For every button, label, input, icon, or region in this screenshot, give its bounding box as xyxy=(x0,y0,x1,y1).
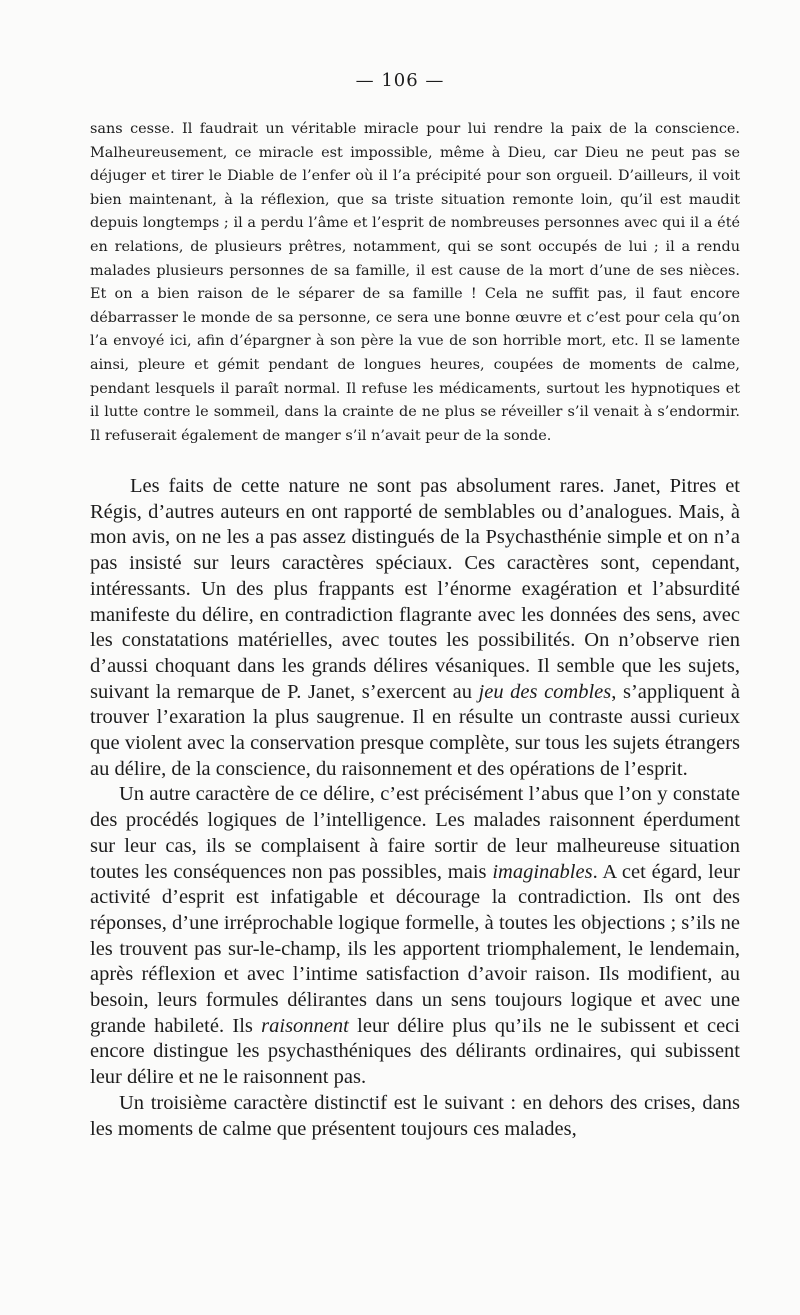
page-number: — 106 — xyxy=(355,70,445,91)
paragraph-1-italic: jeu des combles xyxy=(478,680,612,703)
paragraph-2-text-b: . A cet égard, leur activité d’esprit est infatigable et décourage la contradiction. Ils ont des réponses, d’une irréprochable logique formelle, à toutes les objections ; s’ils ne les trouvent pas sur-le-champ, ils les apportent triomphalement, le lendemain, après réflexion et avec l’intime satisfaction d’avoir raison. Ils modifient, au besoin, leurs formules délirantes dans un sens toujours logique et avec une grande habileté. Ils xyxy=(90,860,740,1037)
paragraph-3: Un troisième caractère distinctif est le suivant : en dehors des crises, dans les moments de calme que présentent toujours ces malades, xyxy=(90,1091,740,1140)
paragraph-2 xyxy=(90,782,740,1090)
case-quote-paragraph: sans cesse. Il faudrait un véritable miracle pour lui rendre la paix de la conscience. Malheureusement, ce miracle est impossible, même à Dieu, car Dieu ne peut pas se déjuger et tirer le Diable de l’enfer où il l’a précipité pour son orgueil. D’ailleurs, il voit bien maintenant, à la réflexion, que sa triste situation remonte loin, qu’il est maudit depuis longtemps ; il a perdu l’âme et l’esprit de nombreuses personnes avec qui il a été en relations, de plusieurs prêtres, notamment, qui se sont occupés de lui ; il a rendu malades plusieurs personnes de sa famille, il est cause de la mort d’une de ses nièces. Et on a bien raison de le séparer de sa famille ! Cela ne suffit pas, il faut encore débarrasser le monde de sa personne, ce sera une bonne œuvre et c’est pour cela qu’on l’a envoyé ici, afin d’épargner à son père la vue de son horrible mort, etc. Il se lamente ainsi, pleure et gémit pendant de longues heures, coupées de moments de calme, pendant lesquels il paraît normal. Il refuse les médicaments, surtout les hypnotiques et il lutte contre le sommeil, dans la crainte de ne plus se réveiller s’il venait à s’endormir. Il refuserait également de manger s’il n’avait peur de la sonde. xyxy=(90,121,740,444)
paragraph-2-text-c: leur délire plus qu’ils ne le subissent et ceci encore distingue les psychasthéniques des délirants ordinaires, qui subissent leur délire et ne le raisonnent pas. xyxy=(90,1014,740,1089)
paragraph-1 xyxy=(90,474,740,782)
paragraph-2-text-a: Un autre caractère de ce délire, c’est précisément l’abus que l’on y constate des procédés logiques de l’intelligence. Les malades raisonnent éperdument sur leur cas, ils se complaisent à faire sortir de leur malheureuse situation toutes les conséquences non pas possibles, mais xyxy=(90,783,740,883)
paragraph-1-text-a: Les faits de cette nature ne sont pas absolument rares. Janet, Pitres et Régis, d’autres auteurs en ont rapporté de semblables ou d’analogues. Mais, à mon avis, on ne les a pas assez distingués de la Psychasthénie simple et on n’a pas insisté sur leurs caractères spéciaux. Ces caractères sont, cependant, intéressants. Un des plus frappants est l’énorme exagération et l’absurdité manifeste du délire, en contradiction flagrante avec les données des sens, avec les constatations matérielles, avec toutes les possibilités. On n’observe rien d’aussi choquant dans les grands délires vésaniques. Il semble que les sujets, suivant la remarque de P. Janet, s’exercent au xyxy=(90,475,740,703)
paragraph-2-italic-2: raisonnent xyxy=(261,1014,349,1037)
paragraph-1-text-b: , s’appliquent à trouver l’exaration la plus saugrenue. Il en résulte un contraste aussi curieux que violent avec la conservation presque complète, sur tous les sujets étrangers au délire, de la conscience, du raisonnement et des opérations de l’esprit. xyxy=(90,680,741,780)
paragraph-2-italic-1: imaginables xyxy=(492,860,593,883)
main-text xyxy=(90,474,740,1142)
